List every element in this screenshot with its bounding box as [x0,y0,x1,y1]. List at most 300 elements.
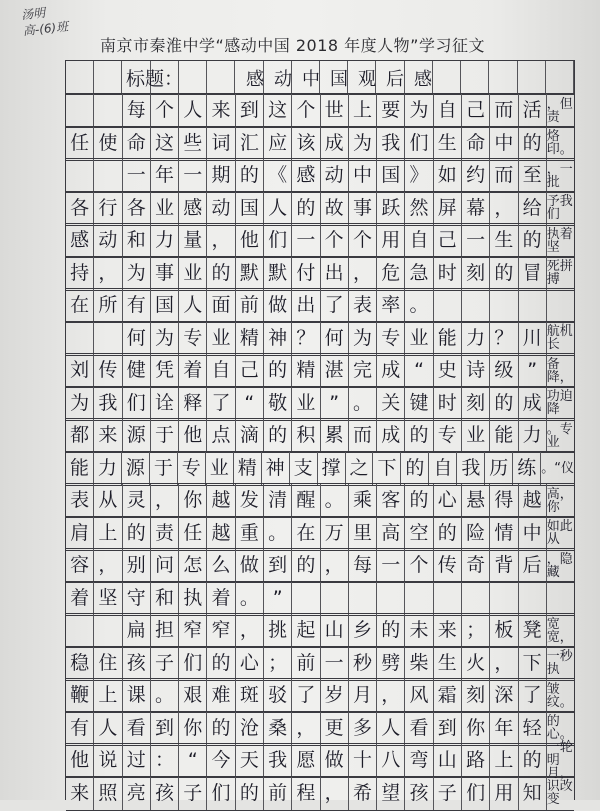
essay-line [66,191,574,226]
grid-cell: 这 [151,127,179,160]
grid-cell: ” [264,582,292,615]
grid-cell: 窄 [179,614,207,647]
grid-cell: 自 [207,354,235,387]
grid-cell: 的 [292,549,320,582]
essay-line [66,223,574,258]
grid-cell: 能 [490,419,518,452]
grid-cell: ， [236,614,264,647]
grid-cell: 。 [321,484,349,517]
grid-cell: 的 [490,387,518,420]
grid-cell: 问 [151,549,179,582]
grid-cell: 担 [151,614,179,647]
grid-cell: 希 [349,777,377,810]
grid-cell: 专 [179,322,207,355]
grid-cell: ， [377,679,405,712]
grid-cell: 刻 [462,257,490,290]
grid-cell [94,322,122,355]
grid-cell: ； [264,647,292,680]
grid-cell: 使 [94,127,122,160]
grid-cell: 于 [150,452,178,485]
grid-cell: 路 [462,744,490,777]
grid-cell: 前 [264,777,292,810]
grid-cell [94,94,122,127]
grid-cell: 支 [290,452,318,485]
grid-cell: 的 [405,419,433,452]
grid-cell: 子 [151,647,179,680]
grid-cell: 业 [207,322,235,355]
grid-cell: 到 [151,712,179,745]
grid-cell: 的 [519,744,547,777]
grid-cell: 》 [405,159,433,192]
grid-cell: 持 [66,257,94,290]
grid-cell: 的 [405,484,433,517]
grid-cell: 时 [434,257,462,290]
grid-cell: 。 [236,582,264,615]
grid-cell: 能 [434,322,462,355]
essay-line [66,256,574,291]
page-title: 南京市秦淮中学“感动中国 2018 年度人物”学习征文 [100,36,485,55]
grid-cell: 弯 [405,744,433,777]
grid-cell [519,582,547,615]
grid-cell [462,582,490,615]
grid-cell: 上 [490,744,518,777]
grid-cell: 备降， [546,356,573,385]
grid-cell: 一 [292,224,320,257]
grid-cell: 子 [434,777,462,810]
grid-cell: 的 [207,257,235,290]
grid-cell: 越 [519,484,547,517]
grid-cell: 动 [207,192,235,225]
grid-cell: 人 [377,712,405,745]
grid-cell: 了 [519,679,547,712]
grid-cell: 有 [66,712,94,745]
grid-cell: 如此从 [546,519,573,547]
grid-cell: 越 [207,484,235,517]
grid-cell: 急 [405,257,433,290]
grid-cell: 的 [207,712,235,745]
grid-cell: 率 [377,289,405,322]
grid-cell [405,582,433,615]
grid-cell: 。 [405,289,433,322]
grid-cell: 发 [236,484,264,517]
grid-cell: 们 [462,777,490,810]
grid-cell: ， [349,257,377,290]
grid-cell: 付 [292,257,320,290]
grid-cell: 宽宽， [546,616,573,645]
grid-cell: 上 [94,517,122,550]
grid-cell: 《 [264,159,292,192]
grid-cell: 么 [207,549,235,582]
essay-line [66,740,574,781]
grid-cell: 肩 [66,517,94,550]
grid-cell: 危 [377,257,405,290]
grid-cell: 万 [321,517,349,550]
student-note [20,1,83,39]
grid-cell: ，一批 [546,161,573,190]
grid-cell: 我 [377,127,405,160]
grid-cell: 为 [123,257,151,290]
grid-cell: 坚 [94,582,122,615]
grid-cell: 的心。 [546,714,573,742]
grid-cell: 的 [519,224,547,257]
grid-cell: 诠 [151,387,179,420]
grid-cell: 灵 [123,484,151,517]
grid-cell: 霜 [434,679,462,712]
grid-cell: 中 [519,517,547,550]
grid-cell: 刘 [66,354,94,387]
grid-cell: 屏 [434,192,462,225]
grid-cell: 为 [66,387,94,420]
grid-cell: 个 [292,94,320,127]
essay-line [66,353,574,388]
essay-line [66,581,574,616]
title-row [66,60,574,95]
grid-cell: 来 [94,419,122,452]
grid-cell: 点 [207,419,235,452]
grid-cell: 业 [292,387,320,420]
grid-cell: 重 [236,517,264,550]
essay-line [66,288,574,323]
grid-cell: ， [321,777,349,810]
grid-cell [66,159,94,192]
grid-cell: 我 [94,387,122,420]
grid-cell: 凭 [151,354,179,387]
grid-cell: 前 [292,647,320,680]
grid-cell: 专 [377,322,405,355]
grid-cell: 他 [66,744,94,777]
grid-cell: 力 [462,322,490,355]
grid-cell: 行 [94,192,122,225]
grid-cell: 望 [377,777,405,810]
grid-cell: 自 [429,452,457,485]
grid-cell: 这 [264,94,292,127]
grid-cell: 诗 [462,354,490,387]
grid-cell: ” [321,387,349,420]
grid-cell: ， [490,192,518,225]
grid-cell: 要 [377,94,405,127]
grid-cell: 在 [292,517,320,550]
grid-cell: 历 [485,452,513,485]
grid-cell: 跃 [377,192,405,225]
grid-cell: 累 [321,419,349,452]
grid-cell: 积 [292,419,320,452]
essay-line [66,93,574,128]
grid-cell: “ [236,387,264,420]
grid-cell: 完 [349,354,377,387]
grid-cell: 为 [349,322,377,355]
grid-cell: 责 [151,517,179,550]
grid-cell: 得 [490,484,518,517]
grid-cell: 人 [94,712,122,745]
grid-cell: 了 [207,387,235,420]
grid-cell: 精 [292,354,320,387]
grid-cell: 容 [66,549,94,582]
essay-line [66,126,574,161]
grid-cell: 扁 [123,614,151,647]
grid-cell: 稳 [66,647,94,680]
grid-cell: 险 [462,517,490,550]
grid-cell: 秒 [349,647,377,680]
grid-cell: 的 [490,257,518,290]
grid-cell: 级 [490,354,518,387]
grid-cell: 词 [207,127,235,160]
grid-cell: 而 [490,94,518,127]
grid-cell: 驳 [264,679,292,712]
grid-cell: 多 [349,712,377,745]
grid-cell: “ [405,354,433,387]
grid-cell: 上 [94,679,122,712]
grid-cell: 表 [349,289,377,322]
grid-cell [490,582,518,615]
grid-cell: 汇 [236,127,264,160]
grid-cell: 专 [434,419,462,452]
grid-cell: 源 [123,419,151,452]
grid-cell: 世 [321,94,349,127]
grid-cell: 的 [292,192,320,225]
grid-cell: 的 [434,517,462,550]
grid-cell: 怎 [179,549,207,582]
grid-cell: 如 [434,159,462,192]
grid-cell: 故 [321,192,349,225]
grid-cell: 劈 [377,647,405,680]
grid-cell: 艰 [179,679,207,712]
grid-cell: ， [151,484,179,517]
grid-cell: 人 [179,289,207,322]
grid-cell: ， [207,224,235,257]
grid-cell: 个 [405,549,433,582]
grid-cell: 皱纹。 [546,681,573,710]
title-label: 标题： [126,68,184,90]
grid-cell: 出 [321,257,349,290]
grid-cell: 关 [377,387,405,420]
grid-cell: 一 [462,224,490,257]
grid-cell: 刻 [462,679,490,712]
grid-cell: 你 [179,712,207,745]
grid-cell: 约 [462,159,490,192]
grid-cell [519,289,547,322]
grid-cell: 至 [519,159,547,192]
grid-cell: 背 [490,549,518,582]
grid-cell: 任 [66,127,94,160]
grid-cell: 知 [519,777,547,810]
grid-cell: 一 [321,647,349,680]
grid-cell: ， [292,712,320,745]
grid-cell: 们 [264,224,292,257]
essay-line [66,321,574,356]
grid-cell: 力 [94,452,122,485]
grid-cell [66,322,94,355]
grid-cell: 程 [292,777,320,810]
grid-cell: ，但责 [546,96,573,125]
grid-cell [434,582,462,615]
grid-cell: 看 [123,712,151,745]
grid-cell: 个 [349,224,377,257]
grid-cell: 和 [123,224,151,257]
grid-cell: 幕 [462,192,490,225]
grid-cell: 到 [434,712,462,745]
grid-cell: 里 [349,517,377,550]
grid-cell: 深 [490,679,518,712]
grid-cell: 死拼搏 [546,259,573,287]
grid-cell: 业 [405,322,433,355]
grid-cell: 的 [236,777,264,810]
grid-cell: ， [490,647,518,680]
grid-cell: 史 [434,354,462,387]
grid-cell: 空 [405,517,433,550]
grid-cell: 生 [434,647,462,680]
grid-cell: 的 [519,127,547,160]
grid-cell: 山 [434,744,462,777]
grid-cell: 从 [94,484,122,517]
grid-cell: 我 [264,744,292,777]
grid-cell: 清 [264,484,292,517]
grid-cell: 动 [94,224,122,257]
grid-cell: 出 [292,289,320,322]
grid-cell: 悬 [462,484,490,517]
grid-cell: 川 [519,322,547,355]
grid-cell: 而 [349,419,377,452]
grid-cell: 乡 [349,614,377,647]
grid-cell: 和 [151,582,179,615]
grid-cell: 醒 [292,484,320,517]
grid-cell: 成 [377,354,405,387]
grid-cell: 功迫降 [546,389,573,417]
grid-cell: 我 [457,452,485,485]
grid-cell: 课 [123,679,151,712]
grid-cell: 未 [405,614,433,647]
grid-cell: 下 [373,452,401,485]
grid-cell [94,614,122,647]
grid-cell: 一 [123,159,151,192]
grid-cell: 奇 [462,549,490,582]
grid-cell: 。“仪 [541,460,574,476]
grid-cell: 着 [66,582,94,615]
grid-cell: 一 [179,159,207,192]
grid-cell: 生 [490,224,518,257]
grid-cell: 业 [462,419,490,452]
grid-cell: 练 [513,452,541,485]
grid-cell: 鞭 [66,679,94,712]
grid-cell: 高 [377,517,405,550]
grid-cell: 何 [321,322,349,355]
grid-cell: 量 [179,224,207,257]
grid-cell: ； [462,614,490,647]
grid-cell: 国 [377,159,405,192]
grid-cell [462,289,490,322]
grid-cell: 传 [434,549,462,582]
grid-cell: 了 [321,289,349,322]
grid-cell: 了 [292,679,320,712]
grid-cell: 你 [179,484,207,517]
grid-cell: 感 [292,159,320,192]
grid-cell: ？ [490,322,518,355]
student-class: 高-(6)班 [22,19,69,39]
grid-cell: 滴 [236,419,264,452]
grid-cell: 传 [94,354,122,387]
grid-cell: 航机长 [546,324,573,352]
grid-cell: 的 [207,647,235,680]
grid-cell: 些 [179,127,207,160]
grid-cell: 用 [490,777,518,810]
grid-cell: 力 [151,224,179,257]
grid-cell: 所 [94,289,122,322]
grid-cell: 着 [179,354,207,387]
grid-cell: 人 [179,94,207,127]
grid-cell: 面 [207,289,235,322]
grid-cell: 神 [264,322,292,355]
grid-cell: 湛 [321,354,349,387]
grid-cell: 的 [236,159,264,192]
essay-line [66,678,574,713]
grid-cell: ？ [292,322,320,355]
grid-cell: 为 [151,322,179,355]
grid-cell: 客 [377,484,405,517]
grid-cell: ： [151,744,179,777]
grid-cell: 表 [66,484,94,517]
grid-cell: 来 [207,94,235,127]
grid-cell: 中 [490,127,518,160]
essay-line [66,613,574,648]
grid-cell: 精 [236,322,264,355]
grid-cell: 中 [349,159,377,192]
grid-cell: 今 [207,744,235,777]
grid-cell: 己 [236,354,264,387]
grid-cell: 。 [264,517,292,550]
grid-cell: 高，你 [546,486,573,515]
grid-cell: 力 [519,419,547,452]
grid-cell: 而 [490,159,518,192]
grid-cell: 敬 [264,387,292,420]
grid-cell: 柴 [405,647,433,680]
grid-cell: 各 [66,192,94,225]
grid-cell: 刻 [462,387,490,420]
grid-cell: 的 [377,614,405,647]
writing-grid [65,60,575,807]
grid-cell: 越 [207,517,235,550]
grid-cell: 执着坚 [546,226,573,255]
grid-cell: 。 [349,387,377,420]
grid-cell: 到 [264,549,292,582]
grid-cell: 板 [490,614,518,647]
grid-cell [490,289,518,322]
grid-cell: 在 [66,289,94,322]
grid-cell: 情 [490,517,518,550]
grid-cell: 能 [66,452,94,485]
grid-cell: 业 [179,257,207,290]
grid-cell [547,289,574,322]
essay-title: 感动中国观后感 [246,68,442,90]
grid-cell: 轻 [519,712,547,745]
essay-line [66,451,574,486]
grid-cell: 动 [321,159,349,192]
grid-cell: 岁 [321,679,349,712]
grid-cell [349,582,377,615]
grid-cell: 命 [462,127,490,160]
grid-cell: 月 [349,679,377,712]
grid-cell: 后 [519,549,547,582]
grid-cell: 释 [179,387,207,420]
grid-cell: 感 [179,192,207,225]
grid-cell: 有 [123,289,151,322]
grid-cell: ， [321,549,349,582]
essay-line [66,776,574,811]
grid-cell: 默 [236,257,264,290]
grid-cell: “ [179,744,207,777]
grid-cell: 八 [377,744,405,777]
essay-line [66,646,574,681]
grid-cell: 业 [151,192,179,225]
grid-cell: 的 [123,517,151,550]
